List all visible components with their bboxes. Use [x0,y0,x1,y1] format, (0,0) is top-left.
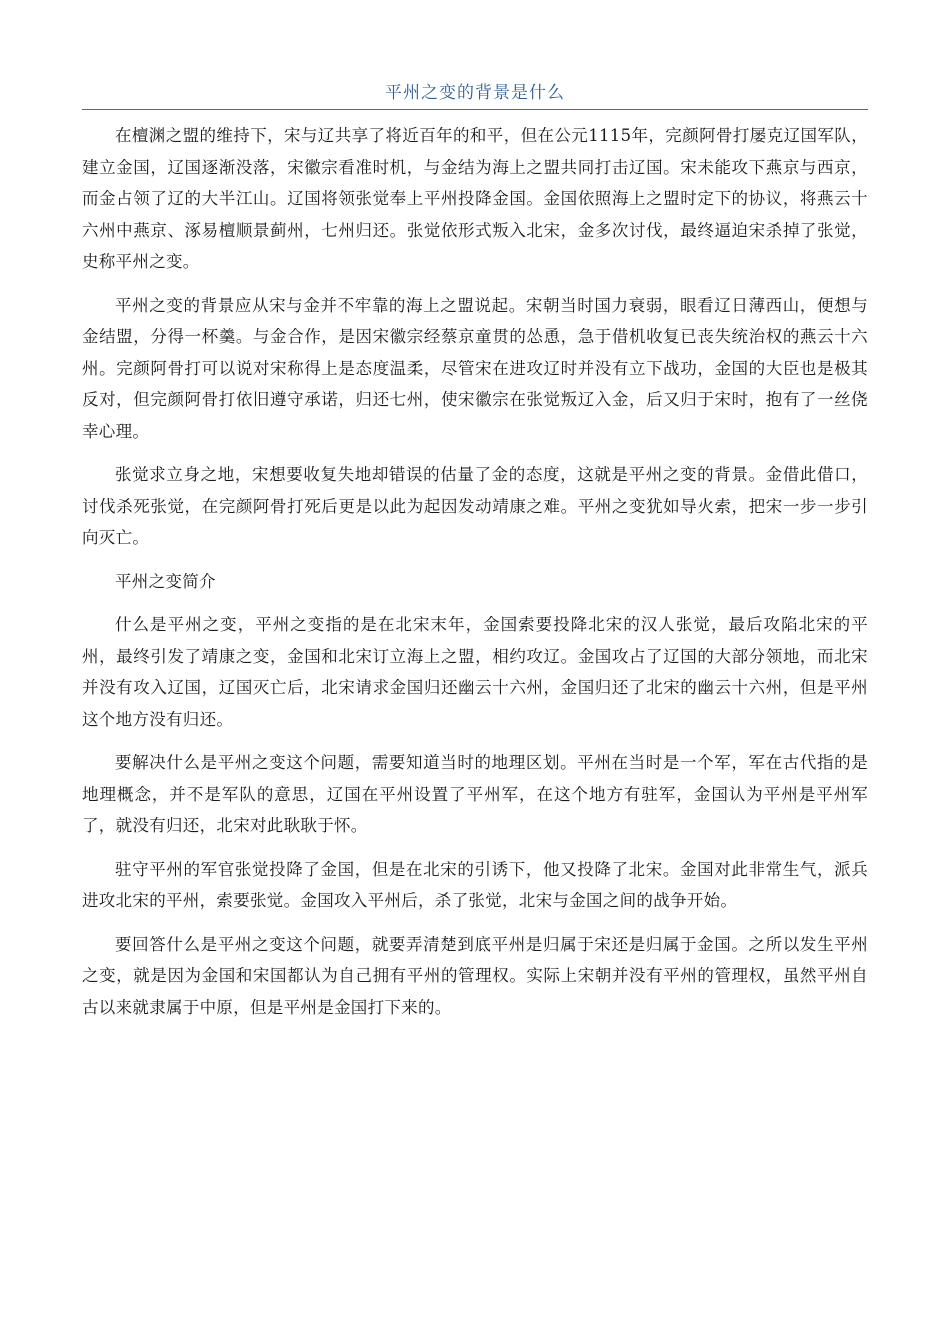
document-body [82,120,868,1023]
paragraph-3: 张觉求立身之地，宋想要收复失地却错误的估量了金的态度，这就是平州之变的背景。金借此借口，讨伐杀死张觉，在完颜阿骨打死后更是以此为起因发动靖康之难。平州之变犹如导火索，把宋一步一步引向灭亡。 [82,465,868,547]
paragraph-7: 要回答什么是平州之变这个问题，就要弄清楚到底平州是归属于宋还是归属于金国。之所以发生平州之变，就是因为金国和宋国都认为自己拥有平州的管理权。实际上宋朝并没有平州的管理权，虽然平州自古以来就隶属于中原，但是平州是金国打下来的。 [82,934,868,1017]
paragraph-1: 在檀渊之盟的维持下，宋与辽共享了将近百年的和平，但在公元1115年，完颜阿骨打屡克辽国军队，建立金国，辽国逐渐没落，宋徽宗看准时机，与金结为海上之盟共同打击辽国。宋未能攻下燕京与西京，而金占领了辽的大半江山。辽国将领张觉奉上平州投降金国。金国依照海上之盟时定下的协议，将燕云十六州中燕京、涿易檀顺景蓟州，七州归还。张觉依形式叛入北宋，金多次讨伐，最终逼迫宋杀掉了张觉，史称平州之变。 [82,126,868,271]
section-heading: 平州之变简介 [115,571,216,591]
document-page [82,78,868,1035]
paragraph-6: 驻守平州的军官张觉投降了金国，但是在北宋的引诱下，他又投降了北宋。金国对此非常生气，派兵进攻北宋的平州，索要张觉。金国攻入平州后，杀了张觉，北宋与金国之间的战争开始。 [82,859,868,910]
page-title: 平州之变的背景是什么 [385,83,565,103]
paragraph-2: 平州之变的背景应从宋与金并不牢靠的海上之盟说起。宋朝当时国力衰弱，眼看辽日薄西山，便想与金结盟，分得一杯羹。与金合作，是因宋徽宗经蔡京童贯的怂恿，急于借机收复已丧失统治权的燕云十六州。完颜阿骨打可以说对宋称得上是态度温柔，尽管宋在进攻辽时并没有立下战功，金国的大臣也是极其反对，但完颜阿骨打依旧遵守承诺，归还七州，使宋徽宗在张觉叛辽入金，后又归于宋时，抱有了一丝侥幸心理。 [82,295,868,441]
paragraph-5: 要解决什么是平州之变这个问题，需要知道当时的地理区划。平州在当时是一个军，军在古代指的是地理概念，并不是军队的意思，辽国在平州设置了平州军，在这个地方有驻军，金国认为平州是平州军了，就没有归还，北宋对此耿耿于怀。 [82,753,868,835]
paragraph-4: 什么是平州之变，平州之变指的是在北宋末年，金国索要投降北宋的汉人张觉，最后攻陷北宋的平州，最终引发了靖康之变，金国和北宋订立海上之盟，相约攻辽。金国攻占了辽国的大部分领地，而北宋并没有攻入辽国，辽国灭亡后，北宋请求金国归还幽云十六州，金国归还了北宋的幽云十六州，但是平州这个地方没有归还。 [82,615,868,729]
title-divider [82,109,868,110]
